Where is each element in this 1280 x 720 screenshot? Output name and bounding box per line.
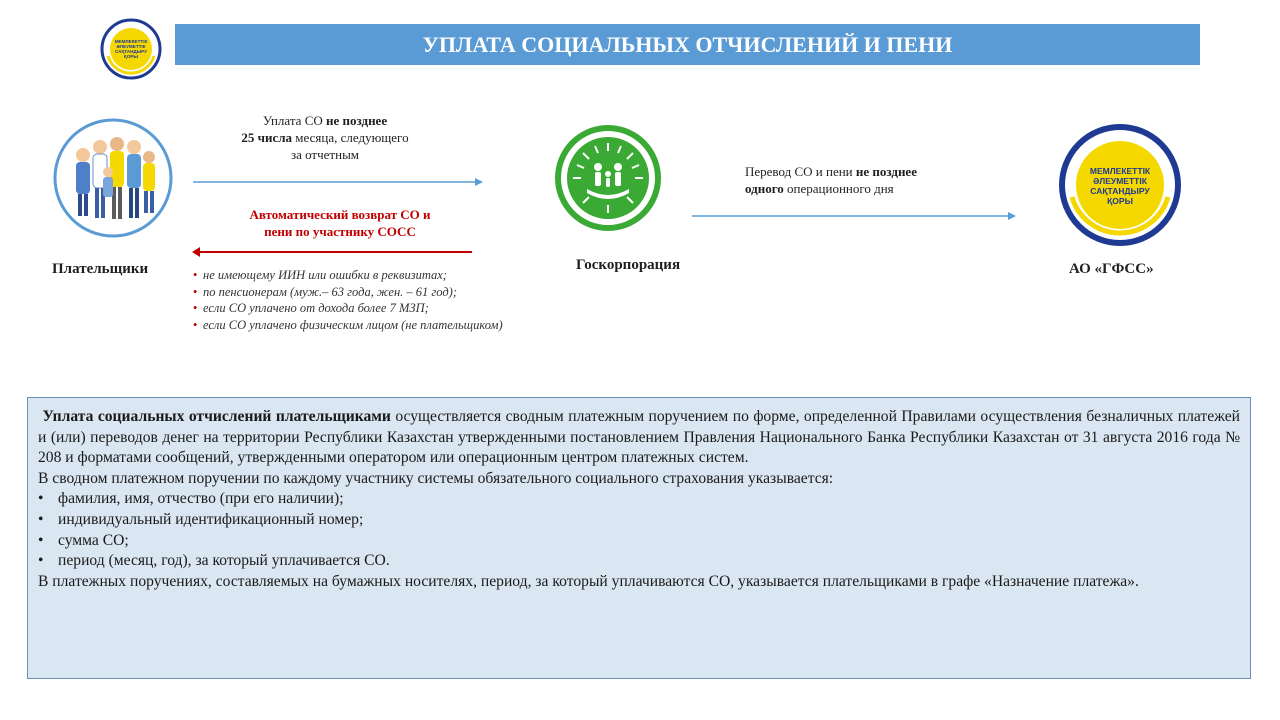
info-paragraph-1 — [38, 407, 1240, 469]
flow-refund-text — [205, 206, 475, 240]
flow-transfer-text — [745, 163, 985, 197]
logo-large-line2: ӘЛЕУМЕТТІК — [1093, 176, 1147, 186]
flow-payment-t4: месяца, следующего — [292, 130, 409, 145]
refund-reason-item: • если СО уплачено физическим лицом (не плательщиком) — [193, 317, 518, 334]
logo-small-line1: МЕМЛЕКЕТТІК — [114, 39, 148, 44]
flow-transfer-t2: не позднее — [855, 164, 917, 179]
info-list — [38, 489, 1240, 571]
info-list-item: • сумма СО; — [38, 531, 1240, 552]
logo-large-line3: САҚТАНДЫРУ — [1090, 186, 1150, 196]
node-label-payers: Плательщики — [52, 261, 149, 277]
node-label-goskorp: Госкорпорация — [576, 257, 681, 273]
info-list-item: • период (месяц, год), за который уплачивается СО. — [38, 551, 1240, 572]
refund-reason-item: • не имеющему ИИН или ошибки в реквизитах; — [193, 267, 518, 284]
flow-payment-text — [205, 112, 445, 163]
flow-payment-t5: за отчетным — [290, 147, 360, 162]
info-list-item: • фамилия, имя, отчество (при его наличии); — [38, 489, 1240, 510]
gfss-logo — [1058, 123, 1182, 247]
logo-small-line2: ӘЛЕУМЕТТІК — [116, 44, 146, 49]
logo-small-line3: САҚТАНДЫРУ — [114, 49, 148, 54]
payers-people-icon — [45, 117, 181, 239]
flow-refund-line2: пени по участнику СОСС — [264, 224, 416, 239]
flow-refund-line1: Автоматический возврат СО и — [249, 207, 431, 222]
info-paragraph-2: В сводном платежном поручении по каждому участнику системы обязательного социального страхования указывается: — [38, 469, 834, 487]
page-title: УПЛАТА СОЦИАЛЬНЫХ ОТЧИСЛЕНИЙ И ПЕНИ — [422, 31, 953, 57]
info-p1-bold: Уплата социальных отчислений плательщиками — [42, 408, 391, 425]
flow-transfer-t1: Перевод СО и пени — [745, 164, 856, 179]
logo-large-line1: МЕМЛЕКЕТТІК — [1089, 166, 1151, 176]
flow-transfer-t3: одного — [745, 181, 784, 196]
flow-transfer-t4: операционного дня — [783, 181, 894, 196]
info-box — [27, 397, 1251, 679]
logo-small-line4: ҚОРЫ — [124, 54, 138, 59]
goskorp-logo — [555, 117, 661, 239]
info-p1-rest: осуществляется сводным платежным поручением по форме, определенной Правилами осуществления безналичных платежей и (или) переводов денег на территории Республики Казахстан утвержденными постановлением Правления Национального Банка Республики Казахстан от 31 августа 2016 года № 208 и форматами сообщений, утвержденными оператором или операционным центром платежных систем. — [38, 408, 1240, 467]
arrow-payment — [193, 175, 483, 187]
info-paragraph-3: В платежных поручениях, составляемых на бумажных носителях, период, за который уплачиваются СО, указывается плательщиками в графе «Назначение платежа». — [38, 572, 1139, 590]
flow-payment-t3: 25 числа — [241, 130, 293, 145]
flow-payment-t2: не позднее — [326, 113, 388, 128]
node-label-gfss: АО «ГФСС» — [1069, 261, 1154, 277]
fund-logo-small — [100, 18, 162, 80]
refund-reason-item: • по пенсионерам (муж.– 63 года, жен. – 61 год); — [193, 284, 518, 301]
flow-payment-t1: Уплата СО — [262, 113, 326, 128]
logo-large-line4: ҚОРЫ — [1107, 196, 1133, 206]
arrow-transfer — [692, 209, 1016, 221]
refund-reason-item: • если СО уплачено от дохода более 7 МЗП; — [193, 300, 518, 317]
arrow-refund — [192, 245, 472, 257]
info-list-item: • индивидуальный идентификационный номер; — [38, 510, 1240, 531]
refund-reasons-list — [193, 267, 518, 333]
title-bar — [175, 24, 1200, 65]
